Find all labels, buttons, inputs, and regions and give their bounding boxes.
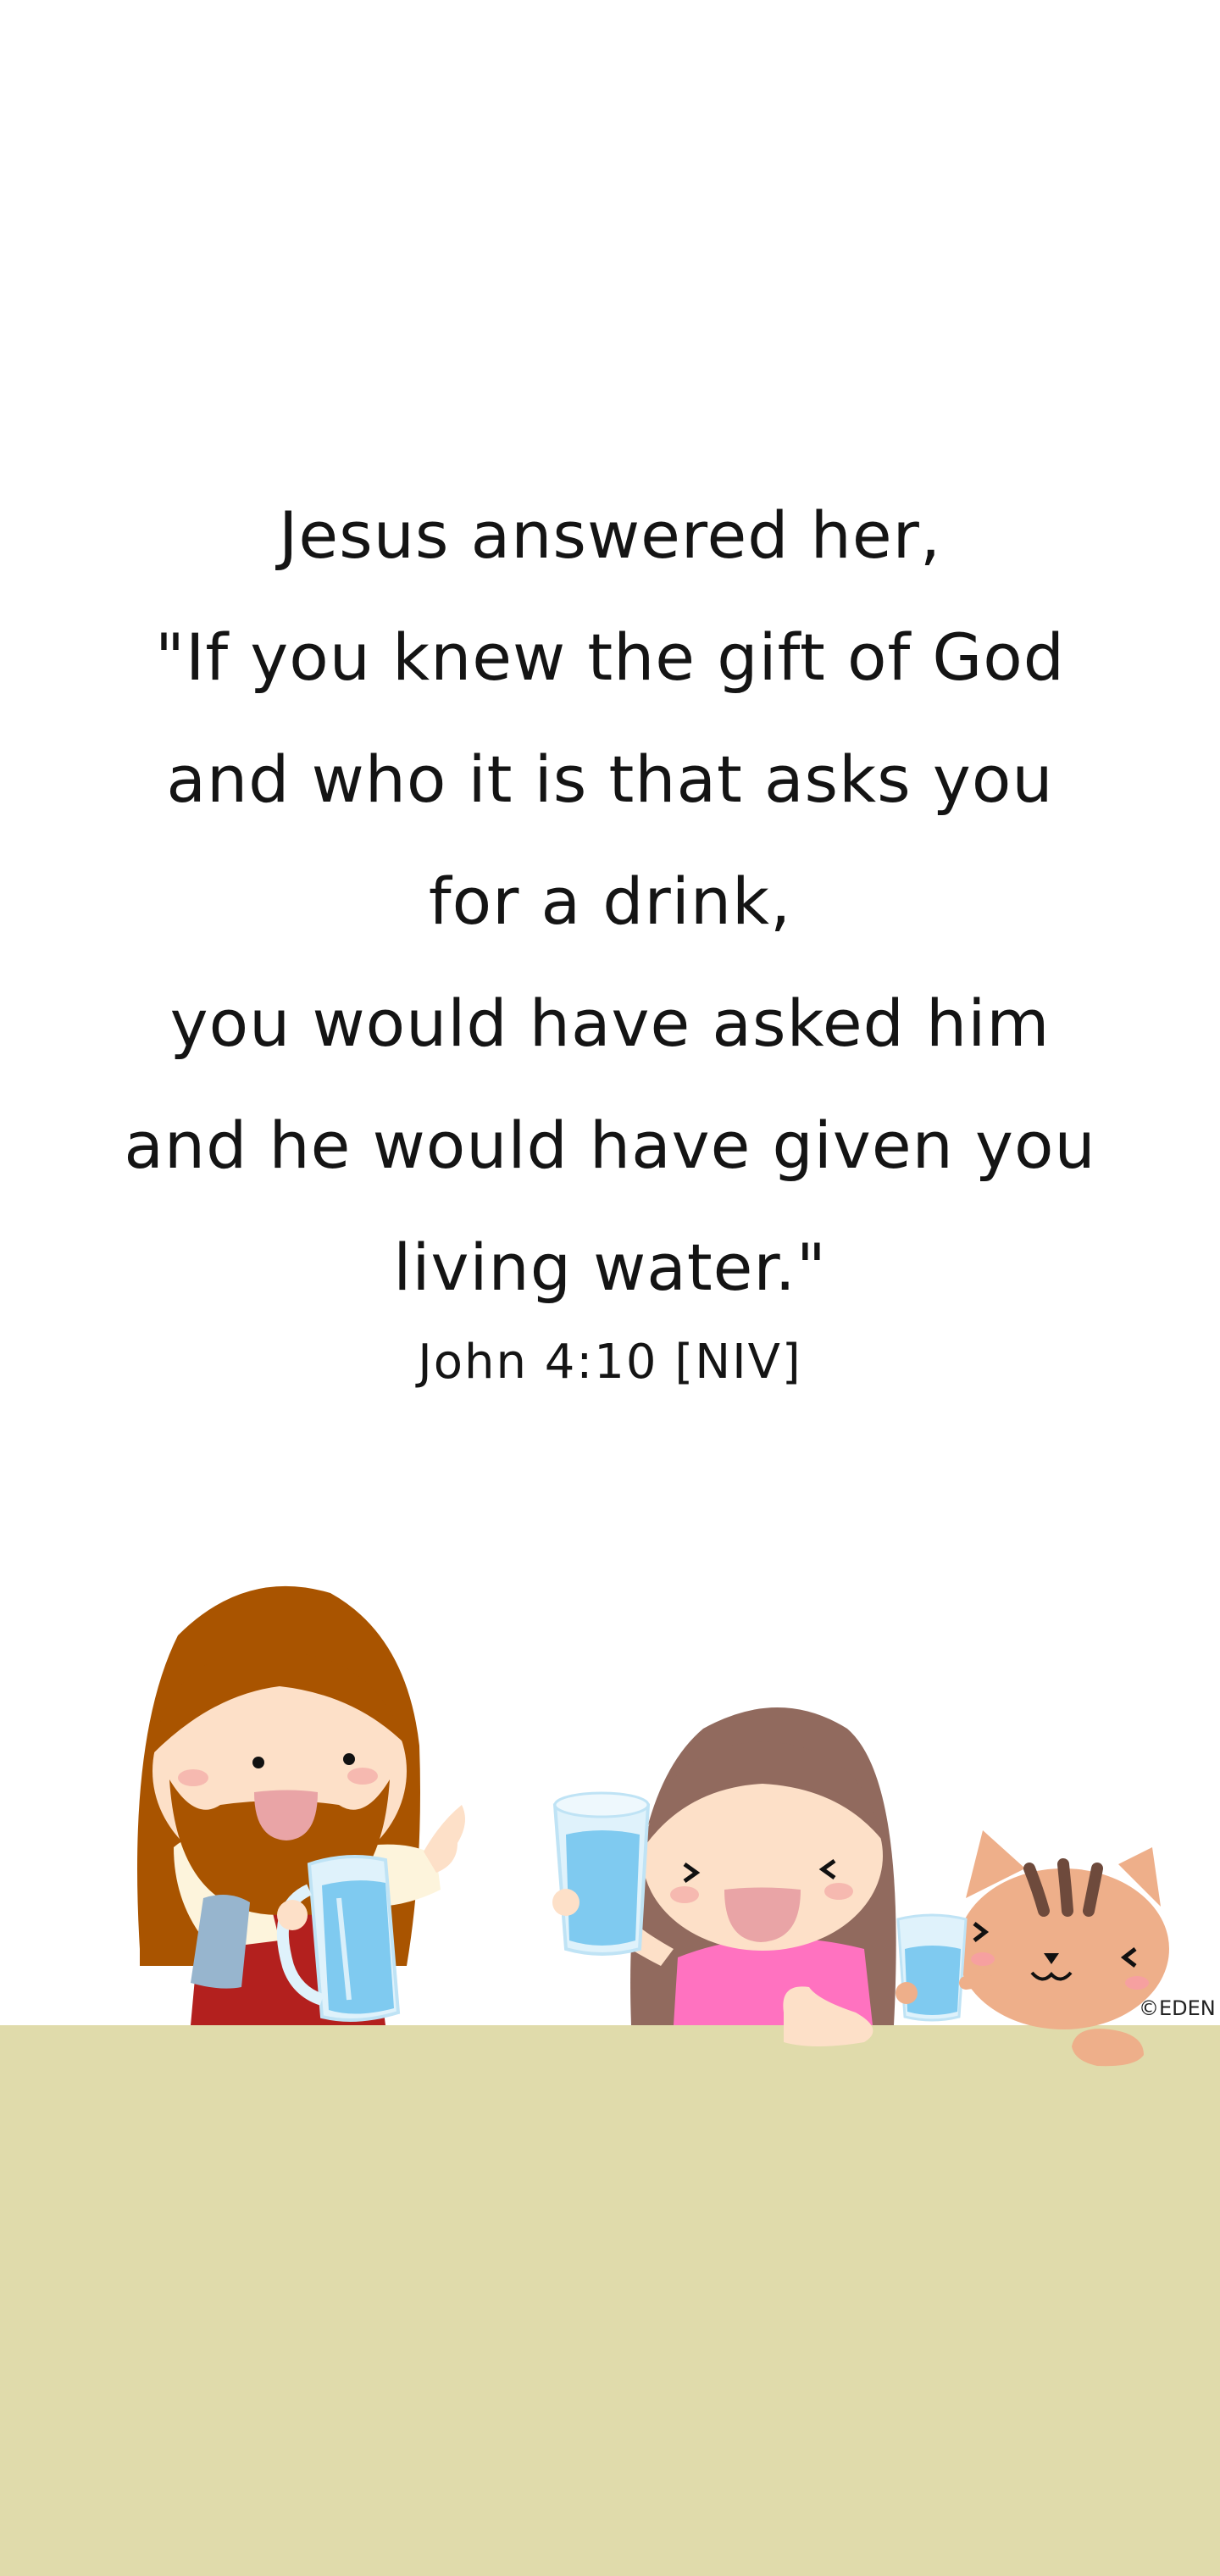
verse-line-7: living water." <box>393 1230 827 1305</box>
verse-line-6: and he would have given you <box>124 1108 1096 1183</box>
verse-text <box>0 475 1220 1396</box>
verse-line-5: you would have asked him <box>169 985 1051 1061</box>
artist-credit: ©EDEN <box>1139 1996 1216 2020</box>
verse-line-2: "If you knew the gift of God <box>154 619 1065 695</box>
verse-line-1: Jesus answered her, <box>278 497 941 573</box>
verse-line-4: for a drink, <box>428 863 792 939</box>
illustration-scene <box>0 1525 1220 2101</box>
cat-figure <box>896 1830 1169 2066</box>
jesus-figure <box>137 1586 465 2025</box>
verse-line-3: and who it is that asks you <box>166 741 1054 817</box>
girl-figure <box>552 1707 896 2046</box>
table-surface <box>0 2025 1220 2576</box>
verse-reference: John 4:10 [NIV] <box>418 1335 802 1390</box>
